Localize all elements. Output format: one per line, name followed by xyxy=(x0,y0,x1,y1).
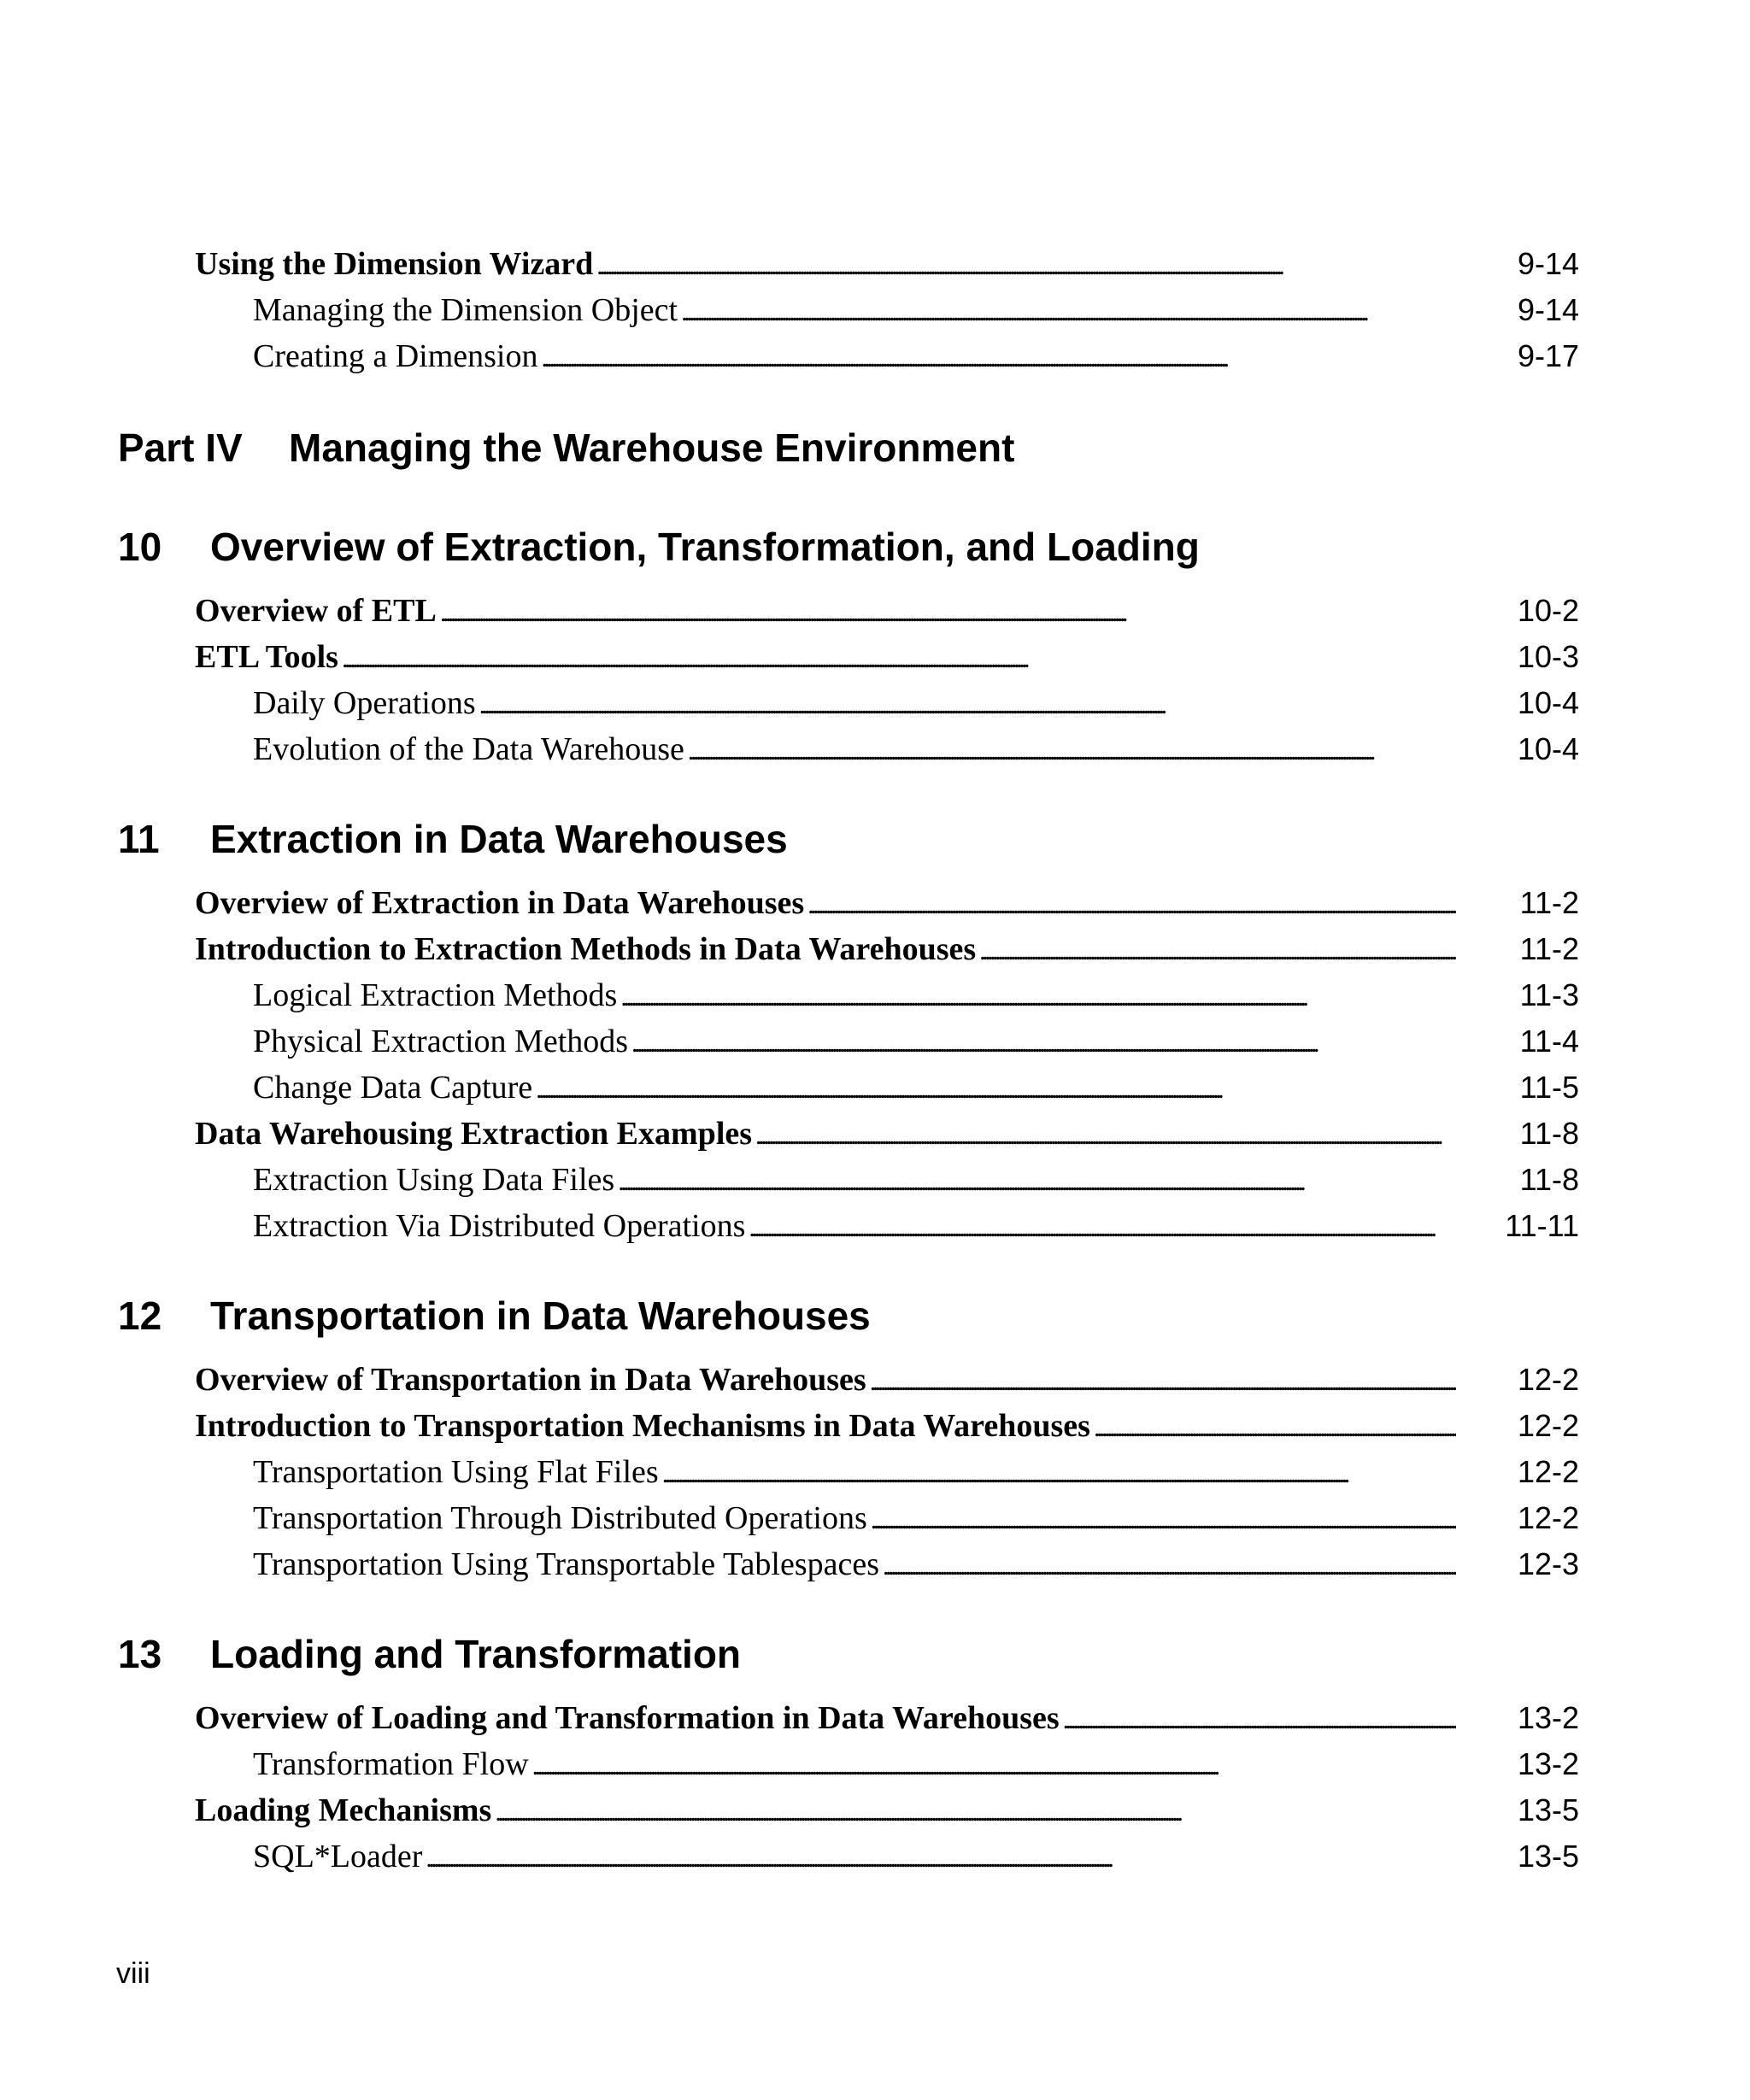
toc-entry[interactable] xyxy=(253,1018,1579,1065)
toc-entry[interactable] xyxy=(253,972,1579,1018)
toc-entry-page: 11-5 xyxy=(1519,1070,1579,1105)
toc-entry-label: Data Warehousing Extraction Examples xyxy=(195,1116,753,1152)
toc-entry-label: Evolution of the Data Warehouse xyxy=(253,731,684,767)
toc-entry[interactable] xyxy=(253,1203,1579,1249)
toc-entry-label: Extraction Using Data Files xyxy=(253,1162,615,1198)
chapter-number: 11 xyxy=(118,817,160,861)
toc-entry-label: Overview of Loading and Transformation in Data Warehouses xyxy=(195,1700,1060,1736)
part-number: Part IV xyxy=(118,425,243,470)
chapter-title: Loading and Transformation xyxy=(210,1632,742,1676)
toc-entry-page: 10-4 xyxy=(1517,685,1579,720)
toc-entry-page: 12-2 xyxy=(1517,1454,1579,1489)
dot-leader xyxy=(596,241,1456,290)
dot-leader xyxy=(870,1357,1456,1405)
toc-entry-page: 13-2 xyxy=(1517,1700,1579,1735)
dot-leader xyxy=(541,333,1456,382)
toc-entry-label: Physical Extraction Methods xyxy=(253,1024,629,1059)
part-title: Managing the Warehouse Environment xyxy=(289,425,1015,470)
dot-leader xyxy=(662,1449,1456,1498)
toc-entry-page: 11-3 xyxy=(1519,977,1579,1012)
toc-entry-page: 9-14 xyxy=(1517,246,1579,281)
dot-leader xyxy=(688,726,1456,775)
dot-leader xyxy=(1063,1695,1456,1744)
toc-entry[interactable] xyxy=(253,1449,1579,1495)
toc-entry-label: Overview of ETL xyxy=(195,593,437,629)
toc-entry-page: 12-3 xyxy=(1517,1546,1579,1581)
toc-entry-label: Transportation Using Flat Files xyxy=(253,1454,659,1490)
toc-entry[interactable] xyxy=(253,1833,1579,1880)
toc-entry-label: Introduction to Extraction Methods in Data Warehouses xyxy=(195,931,977,967)
toc-entry[interactable] xyxy=(253,1541,1579,1587)
toc-entry-page: 10-4 xyxy=(1517,731,1579,766)
toc-entry-label: Using the Dimension Wizard xyxy=(195,246,594,282)
toc-entry-label: Transformation Flow xyxy=(253,1746,529,1782)
chapter-number: 12 xyxy=(118,1293,162,1338)
toc-entry[interactable] xyxy=(253,1065,1579,1111)
chapter-number: 10 xyxy=(118,525,162,569)
toc-entry-page: 13-2 xyxy=(1517,1746,1579,1781)
toc-entry-page: 11-8 xyxy=(1519,1116,1579,1151)
dot-leader xyxy=(631,1018,1456,1067)
toc-entry-page: 12-2 xyxy=(1517,1500,1579,1535)
toc-entry-label: Change Data Capture xyxy=(253,1070,533,1106)
toc-entry[interactable] xyxy=(253,1741,1579,1787)
toc-entry[interactable] xyxy=(195,1111,1579,1157)
toc-entry-label: Extraction Via Distributed Operations xyxy=(253,1208,746,1244)
toc-entry-page: 9-14 xyxy=(1517,292,1579,327)
toc-entry[interactable] xyxy=(253,1157,1579,1203)
toc-entry[interactable] xyxy=(253,333,1579,379)
toc-entry-page: 12-2 xyxy=(1517,1362,1579,1397)
dot-leader xyxy=(681,287,1456,336)
toc-entry-page: 10-2 xyxy=(1517,593,1579,628)
toc-entry-label: Managing the Dimension Object xyxy=(253,292,678,328)
toc-entry[interactable] xyxy=(253,680,1579,726)
toc-entry-page: 11-2 xyxy=(1519,931,1579,966)
toc-entry-page: 11-2 xyxy=(1519,885,1579,920)
dot-leader xyxy=(620,972,1456,1021)
dot-leader xyxy=(479,680,1456,729)
chapter-title: Extraction in Data Warehouses xyxy=(210,817,788,861)
toc-entry-label: Transportation Using Transportable Tablespaces xyxy=(253,1546,880,1582)
toc-entry[interactable] xyxy=(195,588,1579,634)
toc-entry-label: Transportation Through Distributed Operations xyxy=(253,1500,867,1536)
toc-entry-page: 11-4 xyxy=(1519,1024,1579,1059)
dot-leader xyxy=(749,1203,1456,1252)
toc-entry-page: 11-11 xyxy=(1505,1208,1579,1243)
toc-entry-label: Loading Mechanisms xyxy=(195,1792,492,1828)
toc-entry[interactable] xyxy=(195,1403,1579,1449)
dot-leader xyxy=(883,1541,1456,1590)
toc-entry-page: 11-8 xyxy=(1519,1162,1579,1197)
page-folio: viii xyxy=(116,1957,150,1990)
dot-leader xyxy=(426,1833,1456,1882)
toc-entry[interactable] xyxy=(195,880,1579,926)
dot-leader xyxy=(807,880,1456,929)
toc-entry[interactable] xyxy=(195,1787,1579,1833)
toc-entry[interactable] xyxy=(195,634,1579,680)
dot-leader xyxy=(871,1495,1456,1544)
dot-leader xyxy=(440,588,1456,636)
toc-entry-label: Logical Extraction Methods xyxy=(253,977,618,1013)
dot-leader xyxy=(532,1741,1456,1790)
dot-leader xyxy=(1094,1403,1456,1452)
toc-entry[interactable] xyxy=(253,726,1579,772)
toc-entry-label: Creating a Dimension xyxy=(253,338,538,374)
toc-entry[interactable] xyxy=(253,1495,1579,1541)
dot-leader xyxy=(618,1157,1456,1205)
toc-entry-label: ETL Tools xyxy=(195,639,338,675)
toc-entry[interactable] xyxy=(195,1695,1579,1741)
toc-entry-page: 10-3 xyxy=(1517,639,1579,674)
toc-entry-label: Daily Operations xyxy=(253,685,476,721)
toc-entry-page: 13-5 xyxy=(1517,1839,1579,1874)
toc-entry-page: 12-2 xyxy=(1517,1408,1579,1443)
toc-entry[interactable] xyxy=(195,241,1579,287)
toc-entry-label: Overview of Extraction in Data Warehouses xyxy=(195,885,805,921)
dot-leader xyxy=(755,1111,1456,1159)
toc-entry-label: SQL*Loader xyxy=(253,1839,423,1874)
dot-leader xyxy=(495,1787,1456,1836)
dot-leader xyxy=(342,634,1456,683)
chapter-title: Transportation in Data Warehouses xyxy=(210,1293,871,1338)
toc-entry-page: 13-5 xyxy=(1517,1792,1579,1827)
toc-entry-page: 9-17 xyxy=(1517,338,1579,373)
toc-entry-label: Overview of Transportation in Data Warehouses xyxy=(195,1362,866,1398)
toc-entry[interactable] xyxy=(195,1357,1579,1403)
toc-entry-label: Introduction to Transportation Mechanisms in Data Warehouses xyxy=(195,1408,1090,1444)
chapter-title: Overview of Extraction, Transformation, and Loading xyxy=(210,525,1200,569)
toc-entry[interactable] xyxy=(253,287,1579,333)
dot-leader xyxy=(979,926,1456,975)
chapter-number: 13 xyxy=(118,1632,162,1676)
toc-entry[interactable] xyxy=(195,926,1579,972)
dot-leader xyxy=(536,1065,1456,1113)
